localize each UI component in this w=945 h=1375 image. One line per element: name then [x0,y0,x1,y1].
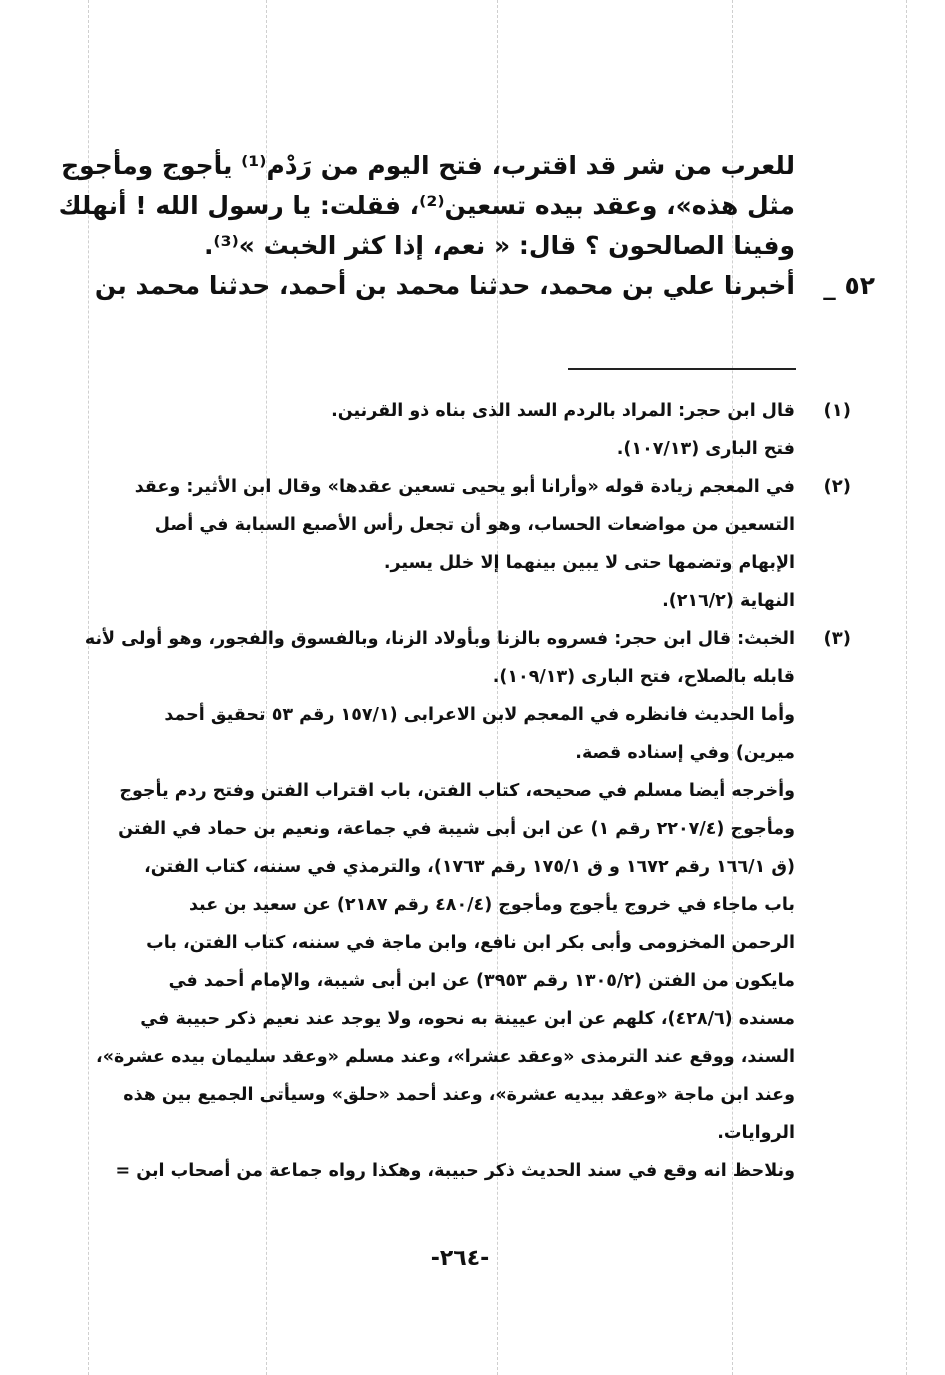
hadith-item [80,266,875,306]
footnote-line: فتح البارى (١٠٧/١٣). [616,439,795,459]
footnote-line: ومأجوج (٢٢٠٧/٤ رقم ١) عن ابن أبى شيبة في جماعة، ونعيم بن حماد في الفتن [118,819,795,839]
footnote-line: (ق ١٦٦/١ رقم ١٦٧٢ و ق ١٧٥/١ رقم ١٧٦٣)، والترمذي في سننه، كتاب الفتن، [144,857,795,877]
footnote-line: النهاية (٢١٦/٢). [662,591,795,611]
footnote-line: ميرين) وفي إسناده قصة. [575,743,795,763]
footnote-line: السند، ووقع عند الترمذى «وعقد عشرا»، وعند مسلم «وعقد سليمان بيده عشرة»، [96,1047,795,1067]
footnote-number: (١) [823,400,851,421]
footnote-line: باب ماجاء في خروج يأجوج ومأجوج (٤٨٠/٤ رقم ٢١٨٧) عن سعيد بن عبد [188,895,795,915]
footnote-line: قابله بالصلاح، فتح البارى (١٠٩/١٣). [492,667,795,687]
footnote-line: قال ابن حجر: المراد بالردم السد الذى بناه ذو القرنين. [331,401,795,421]
footnote-line: وأخرجه أيضا مسلم في صحيحه، كتاب الفتن، باب اقتراب الفتن وفتح ردم يأجوج [119,781,795,801]
footnote-number: (٢) [823,476,851,497]
footnote-line: مسنده (٤٢٨/٦)، كلهم عن ابن عيينة به نحوه، ولا يوجد عند نعيم ذكر حبيبة في [140,1009,795,1029]
footnote-line: وأما الحديث فانظره في المعجم لابن الاعرابى (١٥٧/١ رقم ٥٣ تحقيق أحمد [164,705,795,725]
main-text-line: للعرب من شر قد اقترب، فتح اليوم من رَدْم⁽¹⁾ يأجوج ومأجوج [61,151,795,180]
footnote-line: ونلاحظ انه وقع في سند الحديث ذكر حبيبة، وهكذا رواه جماعة من أصحاب ابن = [115,1161,795,1181]
footnote-line: الخبث: قال ابن حجر: فسروه بالزنا وبأولاد الزنا، وبالفسوق والفجور، وهو أولى لأنه [84,629,795,649]
footnotes [84,392,851,1190]
footnote-2 [92,468,851,620]
scan-guide-line [906,0,907,1375]
footnote-1 [92,392,851,468]
footnote-line: في المعجم زيادة قوله «وأرانا أبو يحيى تسعين عقدها» وقال ابن الأثير: وعقد [134,477,795,497]
main-text-line: مثل هذه»، وعقد بيده تسعين⁽²⁾، فقلت: يا رسول الله ! أنهلك [58,191,795,220]
page-number: -٢٦٤- [430,1246,490,1271]
footnote-separator [568,368,796,370]
footnote-line: مايكون من الفتن (١٣٠٥/٢ رقم ٣٩٥٣) عن ابن أبى شيبة، والإمام أحمد في [168,971,795,991]
footnote-line: الرحمن المخزومى وأبى بكر ابن نافع، وابن ماجة في سننه، كتاب الفتن، باب [146,933,795,953]
main-text [58,146,875,306]
footnote-3 [84,620,851,1190]
footnote-line: التسعين من مواضعات الحساب، وهو أن تجعل رأس الأصبع السبابة في أصل [154,515,795,535]
hadith-number: ٥٢ _ [823,271,875,300]
main-text-line: وفينا الصالحون ؟ قال: « نعم، إذا كثر الخبث »⁽³⁾. [203,231,795,260]
footnote-line: وعند ابن ماجة «وعقد بيديه عشرة»، وعند أحمد «حلق» وسيأتى الجميع بين هذه [123,1085,795,1105]
footnote-number: (٣) [823,628,851,649]
hadith-text: أخبرنا علي بن محمد، حدثنا محمد بن أحمد، حدثنا محمد بن [94,271,795,300]
footnote-line: الروايات. [717,1123,795,1143]
footnote-line: الإبهام وتضمها حتى لا يبين بينهما إلا خلل يسير. [383,553,795,573]
